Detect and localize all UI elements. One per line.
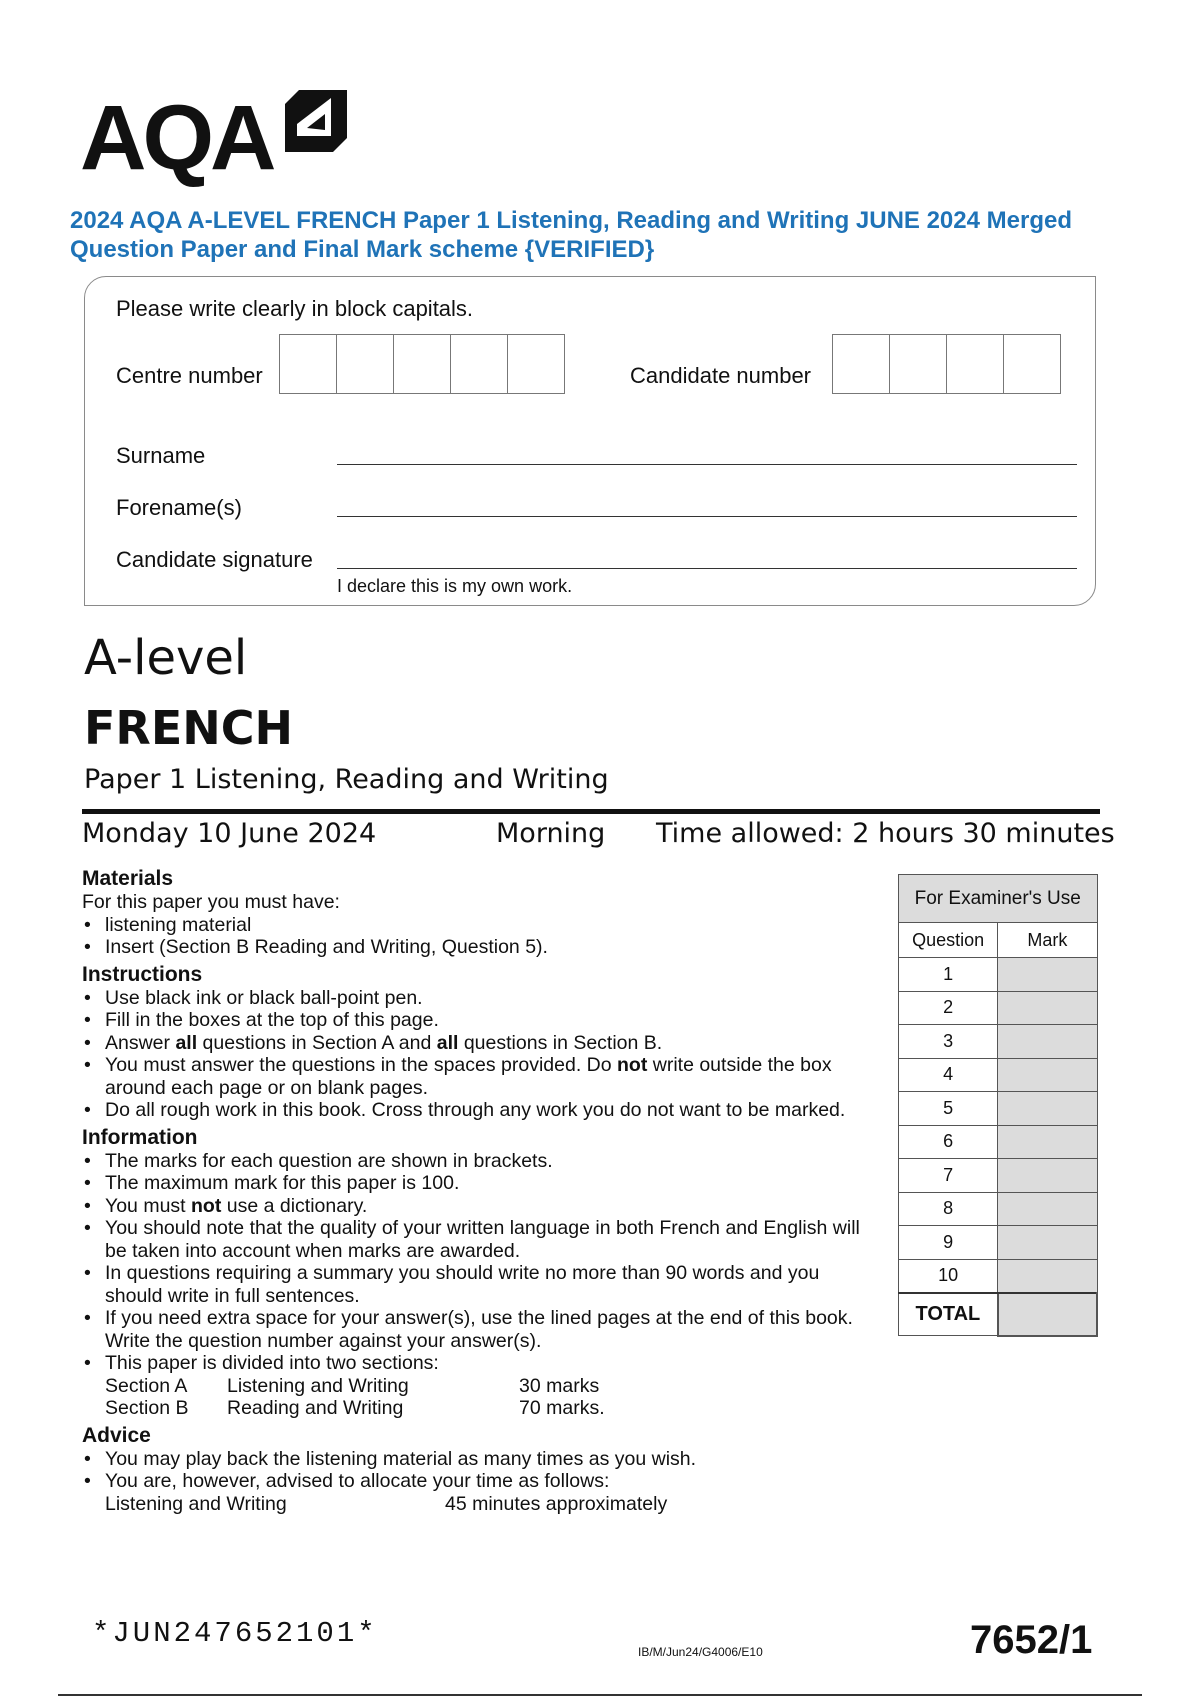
paper-title: Paper 1 Listening, Reading and Writing — [84, 764, 609, 795]
materials-intro: For this paper you must have: — [82, 891, 340, 913]
block-capitals-note: Please write clearly in block capitals. — [116, 296, 474, 321]
mark-cell — [998, 1159, 1097, 1193]
table-row — [899, 1025, 1098, 1059]
forenames-field[interactable] — [337, 516, 1077, 517]
list-item: • You must answer the questions in the spaces provided. Do not write outside the box around each page or on blank pages. — [82, 1054, 862, 1099]
footer-rule — [58, 1694, 1142, 1696]
table-row: Section B Reading and Writing 70 marks. — [105, 1397, 605, 1419]
centre-number-digit[interactable] — [451, 335, 508, 393]
declaration-text: I declare this is my own work. — [337, 576, 573, 596]
logo-text: AQA — [80, 87, 273, 189]
materials-heading: Materials — [82, 867, 174, 890]
sections-table — [105, 1375, 605, 1420]
list-item: • You are, however, advised to allocate your time as follows: — [82, 1470, 862, 1493]
mark-cell — [998, 1025, 1097, 1059]
mark-cell — [998, 1226, 1097, 1260]
centre-number-label: Centre number — [116, 363, 263, 388]
surname-label: Surname — [116, 443, 206, 468]
document-title: 2024 AQA A-LEVEL FRENCH Paper 1 Listening, Reading and Writing JUNE 2024 Merged Question Paper and Final Mark scheme {VERIFIED} — [70, 207, 1072, 263]
time-allowed: Time allowed: 2 hours 30 minutes — [656, 818, 1115, 849]
instructions-column — [82, 867, 862, 1515]
candidate-number-digit[interactable] — [947, 335, 1004, 393]
mark-column-header: Mark — [998, 923, 1097, 958]
table-row — [899, 958, 1098, 992]
qualification-level: A-level — [84, 630, 248, 686]
instructions-list — [82, 987, 862, 1122]
candidate-number-digit[interactable] — [890, 335, 947, 393]
question-number: 3 — [899, 1025, 998, 1059]
advice-list — [82, 1448, 862, 1493]
barcode-text: *JUN247652101* — [92, 1617, 378, 1650]
list-item: • If you need extra space for your answer(s), use the lined pages at the end of this book. Write the question number against your answer(s). — [82, 1307, 862, 1352]
question-number: 4 — [899, 1058, 998, 1092]
exam-date: Monday 10 June 2024 — [82, 818, 377, 849]
surname-field[interactable] — [337, 464, 1077, 465]
list-item: • You may play back the listening material as many times as you wish. — [82, 1448, 862, 1471]
candidate-number-digit[interactable] — [833, 335, 890, 393]
table-row — [899, 1226, 1098, 1260]
information-list — [82, 1150, 862, 1375]
list-item: • In questions requiring a summary you should write no more than 90 words and you should write in full sentences. — [82, 1262, 862, 1307]
instructions-heading: Instructions — [82, 962, 203, 986]
question-number: 10 — [899, 1259, 998, 1293]
table-row — [899, 1092, 1098, 1126]
mark-cell — [998, 991, 1097, 1025]
information-heading: Information — [82, 1125, 198, 1149]
total-label: TOTAL — [899, 1293, 998, 1336]
question-column-header: Question — [899, 923, 998, 958]
list-item: • Do all rough work in this book. Cross through any work you do not want to be marked. — [82, 1099, 862, 1122]
table-row — [899, 1125, 1098, 1159]
question-number: 8 — [899, 1192, 998, 1226]
examiner-table-title: For Examiner's Use — [899, 875, 1098, 923]
table-row — [899, 1159, 1098, 1193]
list-item: • The maximum mark for this paper is 100. — [82, 1172, 862, 1195]
centre-number-digit[interactable] — [394, 335, 451, 393]
table-row — [899, 991, 1098, 1025]
candidate-number-digit[interactable] — [1004, 335, 1060, 393]
mark-cell — [998, 1192, 1097, 1226]
centre-number-digit[interactable] — [337, 335, 394, 393]
reference-code: IB/M/Jun24/G4006/E10 — [638, 1645, 763, 1659]
total-row — [899, 1293, 1098, 1336]
table-row — [899, 1259, 1098, 1293]
centre-number-digit[interactable] — [508, 335, 564, 393]
list-item: • Answer all questions in Section A and all questions in Section B. — [82, 1032, 862, 1055]
time-allocation-row: Listening and Writing 45 minutes approximately — [105, 1492, 668, 1515]
aqa-logo — [80, 88, 350, 188]
question-number: 9 — [899, 1226, 998, 1260]
question-number: 2 — [899, 991, 998, 1025]
list-item: • Fill in the boxes at the top of this page. — [82, 1009, 862, 1032]
table-row: Section A Listening and Writing 30 marks — [105, 1374, 600, 1397]
question-number: 5 — [899, 1092, 998, 1126]
centre-number-digit[interactable] — [280, 335, 337, 393]
list-item: • You must not use a dictionary. — [82, 1195, 862, 1218]
mark-cell — [998, 1092, 1097, 1126]
list-item: • You should note that the quality of your written language in both French and English will be taken into account when marks are awarded. — [82, 1217, 862, 1262]
exam-session: Morning — [496, 818, 606, 849]
list-item: • Insert (Section B Reading and Writing, Question 5). — [82, 936, 862, 959]
mark-cell — [998, 958, 1097, 992]
candidate-number-boxes[interactable] — [832, 334, 1061, 394]
title-divider — [82, 809, 1100, 814]
list-item: • listening material — [82, 914, 862, 937]
total-mark-cell — [998, 1293, 1097, 1336]
advice-heading: Advice — [82, 1423, 151, 1447]
mark-cell — [998, 1259, 1097, 1293]
forenames-label: Forename(s) — [116, 495, 242, 520]
signature-field[interactable] — [337, 568, 1077, 569]
subject-title: FRENCH — [84, 701, 294, 755]
paper-code: 7652/1 — [970, 1618, 1093, 1662]
question-number: 1 — [899, 958, 998, 992]
list-item: • The marks for each question are shown in brackets. — [82, 1150, 862, 1173]
table-row — [899, 1192, 1098, 1226]
candidate-number-label: Candidate number — [630, 363, 812, 388]
list-item: • This paper is divided into two sections: — [82, 1352, 862, 1375]
table-row — [899, 1058, 1098, 1092]
centre-number-boxes[interactable] — [279, 334, 565, 394]
aqa-logo-mark-icon — [285, 90, 347, 152]
mark-cell — [998, 1058, 1097, 1092]
examiner-use-table — [898, 874, 1098, 1337]
question-number: 7 — [899, 1159, 998, 1193]
question-number: 6 — [899, 1125, 998, 1159]
list-item: • Use black ink or black ball-point pen. — [82, 987, 862, 1010]
signature-label: Candidate signature — [116, 547, 313, 572]
mark-cell — [998, 1125, 1097, 1159]
materials-list — [82, 914, 862, 959]
